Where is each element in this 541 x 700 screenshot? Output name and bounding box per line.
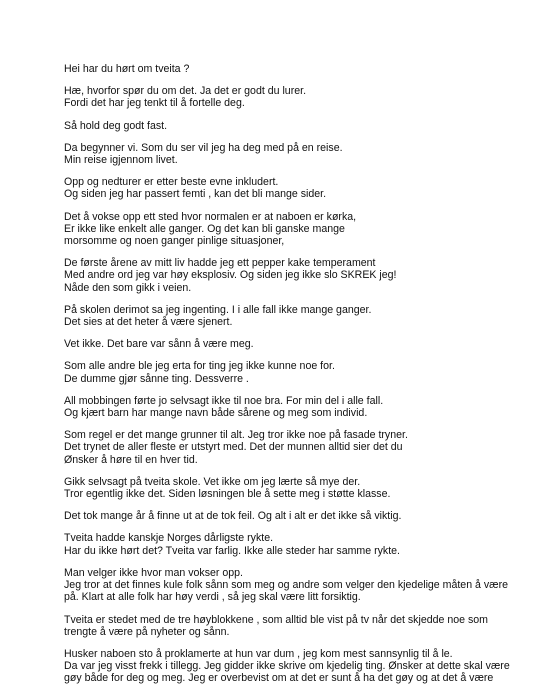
paragraph bbox=[64, 63, 534, 75]
text-line: morsomme og noen ganger pinlige situasjoner, bbox=[64, 235, 285, 248]
text-line: trengte å være på nyheter og sånn. bbox=[64, 625, 230, 638]
text-line: på. Klart at alle folk har høy verdi , så jeg skal være litt forsiktig. bbox=[64, 591, 361, 604]
text-line: Så hold deg godt fast. bbox=[64, 119, 168, 132]
paragraph bbox=[64, 120, 534, 132]
text-line: gøy både for deg og meg. Jeg er overbevist om at det er sunt å ha det gøy og at det å være bbox=[64, 672, 494, 685]
text-line: Da var jeg visst frekk i tillegg. Jeg gidder ikke skrive om kjedelig ting. Ønsker at dette skal være bbox=[64, 660, 510, 673]
text-line: Husker naboen sto å proklamerte at hun var dum , jeg kom mest sannsynlig til å le. bbox=[64, 647, 453, 660]
text-line: Ønsker å høre til en hver tid. bbox=[64, 453, 198, 466]
paragraph bbox=[64, 532, 534, 556]
text-line: Nåde den som gikk i veien. bbox=[64, 281, 192, 294]
text-line: Er ikke like enkelt alle ganger. Og det kan bli ganske mange bbox=[64, 222, 345, 235]
paragraph bbox=[64, 211, 534, 248]
text-line: De dumme gjør sånne ting. Dessverre . bbox=[64, 372, 249, 385]
paragraph bbox=[64, 338, 534, 350]
paragraph bbox=[64, 648, 534, 685]
paragraph bbox=[64, 257, 534, 294]
text-line: Fordi det har jeg tenkt til å fortelle deg. bbox=[64, 97, 245, 110]
paragraph bbox=[64, 567, 534, 604]
text-line: Det å vokse opp ett sted hvor normalen er at naboen er kørka, bbox=[64, 210, 357, 223]
paragraph bbox=[64, 85, 534, 109]
paragraph bbox=[64, 614, 534, 638]
text-line: Gikk selvsagt på tveita skole. Vet ikke om jeg lærte så mye der. bbox=[64, 475, 361, 488]
paragraph bbox=[64, 176, 534, 200]
document-body bbox=[64, 63, 534, 695]
text-line: All mobbingen førte jo selvsagt ikke til noe bra. For min del i alle fall. bbox=[64, 394, 384, 407]
paragraph bbox=[64, 304, 534, 328]
text-line: Da begynner vi. Som du ser vil jeg ha deg med på en reise. bbox=[64, 141, 343, 154]
paragraph bbox=[64, 429, 534, 466]
text-line: Og siden jeg har passert femti , kan det bli mange sider. bbox=[64, 188, 327, 201]
paragraph bbox=[64, 360, 534, 384]
text-line: Tveita er stedet med de tre høyblokkene , som alltid ble vist på tv når det skjedde noe som bbox=[64, 613, 488, 626]
paragraph bbox=[64, 395, 534, 419]
text-line: Som alle andre ble jeg erta for ting jeg ikke kunne noe for. bbox=[64, 360, 335, 373]
text-line: Som regel er det mange grunner til alt. Jeg tror ikke noe på fasade tryner. bbox=[64, 429, 408, 442]
text-line: Og kjært barn har mange navn både sårene og meg som individ. bbox=[64, 407, 368, 420]
paragraph bbox=[64, 476, 534, 500]
paragraph bbox=[64, 142, 534, 166]
text-line: Hæ, hvorfor spør du om det. Ja det er godt du lurer. bbox=[64, 85, 307, 98]
text-line: Jeg tror at det finnes kule folk sånn som meg og andre som velger den kjedelige måten å være bbox=[64, 579, 509, 592]
text-line: Det trynet de aller fleste er utstyrt med. Det der munnen alltid sier det du bbox=[64, 441, 403, 454]
text-line: De første årene av mitt liv hadde jeg ett pepper kake temperament bbox=[64, 257, 376, 270]
text-line: Tveita hadde kanskje Norges dårligste rykte. bbox=[64, 532, 274, 545]
text-line: Min reise igjennom livet. bbox=[64, 154, 178, 167]
text-line: Man velger ikke hvor man vokser opp. bbox=[64, 566, 243, 579]
text-line: Opp og nedturer er etter beste evne inkludert. bbox=[64, 176, 279, 189]
text-line: På skolen derimot sa jeg ingenting. I i alle fall ikke mange ganger. bbox=[64, 303, 372, 316]
text-line: Det sies at det heter å være sjenert. bbox=[64, 316, 233, 329]
text-line: Vet ikke. Det bare var sånn å være meg. bbox=[64, 338, 254, 351]
text-line: Har du ikke hørt det? Tveita var farlig. Ikke alle steder har samme rykte. bbox=[64, 544, 400, 557]
text-line: Hei har du hørt om tveita ? bbox=[64, 63, 190, 75]
text-line: Det tok mange år å finne ut at de tok feil. Og alt i alt er det ikke så viktig. bbox=[64, 510, 402, 523]
text-line: Tror egentlig ikke det. Siden løsningen ble å sette meg i støtte klasse. bbox=[64, 488, 391, 501]
paragraph bbox=[64, 510, 534, 522]
text-line: Med andre ord jeg var høy eksplosiv. Og siden jeg ikke slo SKREK jeg! bbox=[64, 269, 397, 282]
